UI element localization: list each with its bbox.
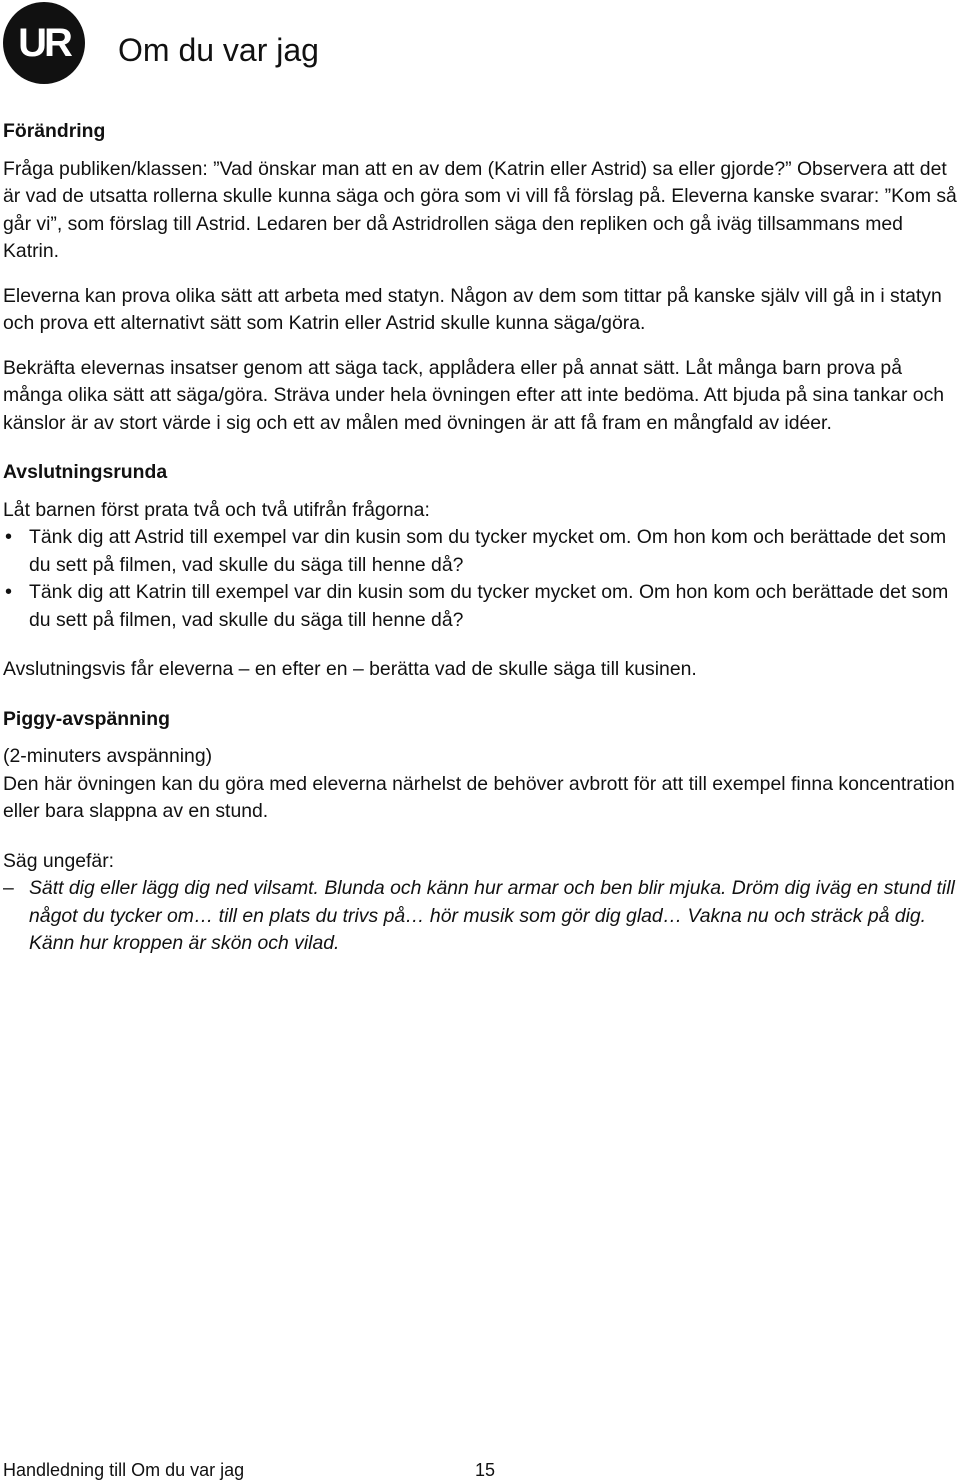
page-number: 15 [475,1460,496,1480]
list-item: • Tänk dig att Katrin till exempel var din kusin som du tycker mycket om. Om hon kom och berättade det som du sett på filmen, vad skulle du säga till henne då? [3,579,958,634]
paragraph: Eleverna kan prova olika sätt att arbeta med statyn. Någon av dem som tittar på kanske själv vill gå in i statyn och prova ett alternativt sätt som Katrin eller Astrid skulle kunna säga/göra. [3,284,942,334]
question-list [3,524,958,634]
quote-dash: – [3,877,14,899]
paragraph: Bekräfta elevernas insatser genom att säga tack, applådera eller på annat sätt. Låt många barn prova på många olika sätt att säga/göra. Sträva under hela övningen efter att inte bedöma. Att bjuda på sina tankar och känslor är av stort värde i sig och ett av målen med övningen är att få fram en mångfald av idéer. [3,356,945,434]
paragraph: Fråga publiken/klassen: ”Vad önskar man att en av dem (Katrin eller Astrid) sa eller gjorde?” Observera att det är vad de utsatta rollerna skulle kunna säga och göra som vi vill få förslag på. Eleverna kanske svarar: ”Kom så går vi”, som förslag till Astrid. Ledaren ber då Astridrollen säga den repliken och gå iväg tillsammans med Katrin. [3,157,957,262]
ur-logo [3,2,85,84]
quote [3,875,958,958]
paragraph: Den här övningen kan du göra med eleverna närhelst de behöver avbrott för att till exempel finna koncentration eller bara slappna av en stund. [3,772,955,822]
heading-piggy-avspanning: Piggy-avspänning [3,707,170,730]
paragraph: Avslutningsvis får eleverna – en efter en – berätta vad de skulle säga till kusinen. [3,658,697,680]
document-body [3,118,958,958]
page-title: Om du var jag [118,32,319,68]
paragraph: Låt barnen först prata två och två utifrån frågorna: [3,498,430,521]
ur-logo-text: UR [18,20,70,65]
heading-forandring: Förändring [3,120,106,142]
paragraph: Säg ungefär: [3,849,115,872]
quote-text: Sätt dig eller lägg dig ned vilsamt. Blunda och känn hur armar och ben blir mjuka. Dröm dig iväg en stund till något du tycker om… till en plats du trivs på… hör musik som gör dig glad… Vakna nu och sträck på dig. Känn hur kroppen är skön och vilad. [29,877,955,954]
paragraph: (2-minuters avspänning) [3,745,213,767]
heading-avslutningsrunda: Avslutningsrunda [3,461,168,483]
list-item: • Tänk dig att Astrid till exempel var din kusin som du tycker mycket om. Om hon kom och berättade det som du sett på filmen, vad skulle du säga till henne då? [3,524,958,579]
footer-text: Handledning till Om du var jag [3,1460,245,1480]
footer [3,1460,523,1481]
